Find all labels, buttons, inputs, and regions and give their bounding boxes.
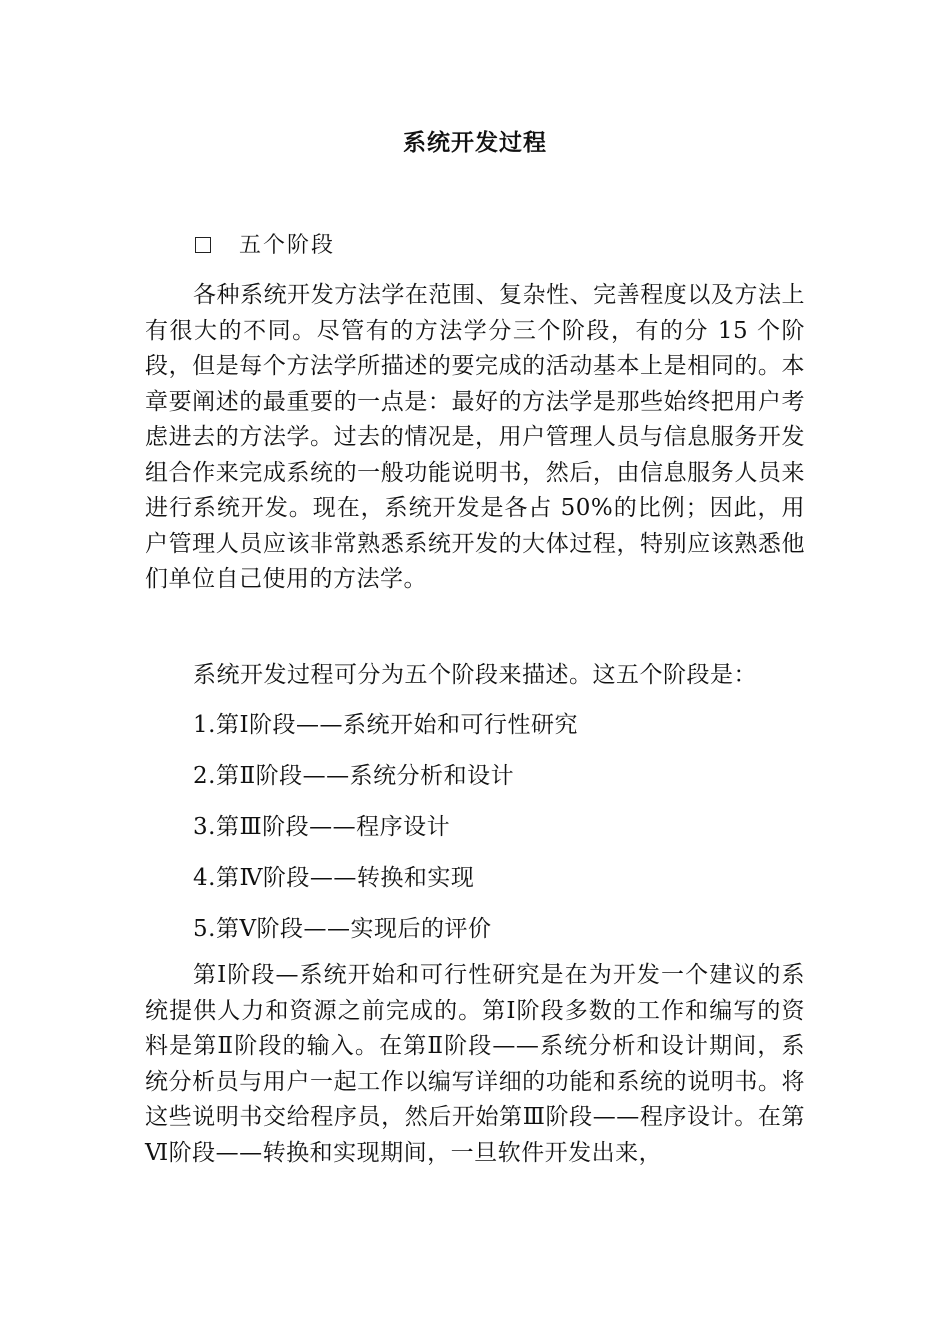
section-heading <box>195 228 335 259</box>
phase-list-item: 3.第Ⅲ阶段——程序设计 <box>193 814 451 840</box>
phase-list-item: 1.第Ⅰ阶段——系统开始和可行性研究 <box>193 712 579 738</box>
phase-list-item: 5.第Ⅴ阶段——实现后的评价 <box>193 916 492 942</box>
section-heading-text: 五个阶段 <box>239 233 336 258</box>
document-title: 系统开发过程 <box>403 129 547 156</box>
paragraph-phases-intro: 系统开发过程可分为五个阶段来描述。这五个阶段是： <box>193 662 757 688</box>
checkbox-square-icon <box>195 237 211 253</box>
phase-list <box>193 705 578 960</box>
phase-list-item: 4.第Ⅳ阶段——转换和实现 <box>193 865 475 891</box>
paragraph-phase-details: 第Ⅰ阶段—系统开始和可行性研究是在为开发一个建议的系统提供人力和资源之前完成的。第Ⅰ阶段多数的工作和编写的资料是第Ⅱ阶段的输入。在第Ⅱ阶段——系统分析和设计期间，系统分析员与用户一起工作以编写详细的功能和系统的说明书。将这些说明书交给程序员，然后开始第Ⅲ阶段——程序设计。在第Ⅵ阶段——转换和实现期间，一旦软件开发出来， <box>145 962 805 1166</box>
paragraph-intro: 各种系统开发方法学在范围、复杂性、完善程度以及方法上有很大的不同。尽管有的方法学分三个阶段，有的分 15 个阶段，但是每个方法学所描述的要完成的活动基本上是相同的。本章要阐述的最重要的一点是：最好的方法学是那些始终把用户考虑进去的方法学。过去的情况是，用户管理人员与信息服务开发组合作来完成系统的一般功能说明书，然后，由信息服务人员来进行系统开发。现在，系统开发是各占 50%的比例；因此，用户管理人员应该非常熟悉系统开发的大体过程，特别应该熟悉他们单位自己使用的方法学。 <box>145 282 805 592</box>
phase-list-item: 2.第Ⅱ阶段——系统分析和设计 <box>193 763 515 789</box>
